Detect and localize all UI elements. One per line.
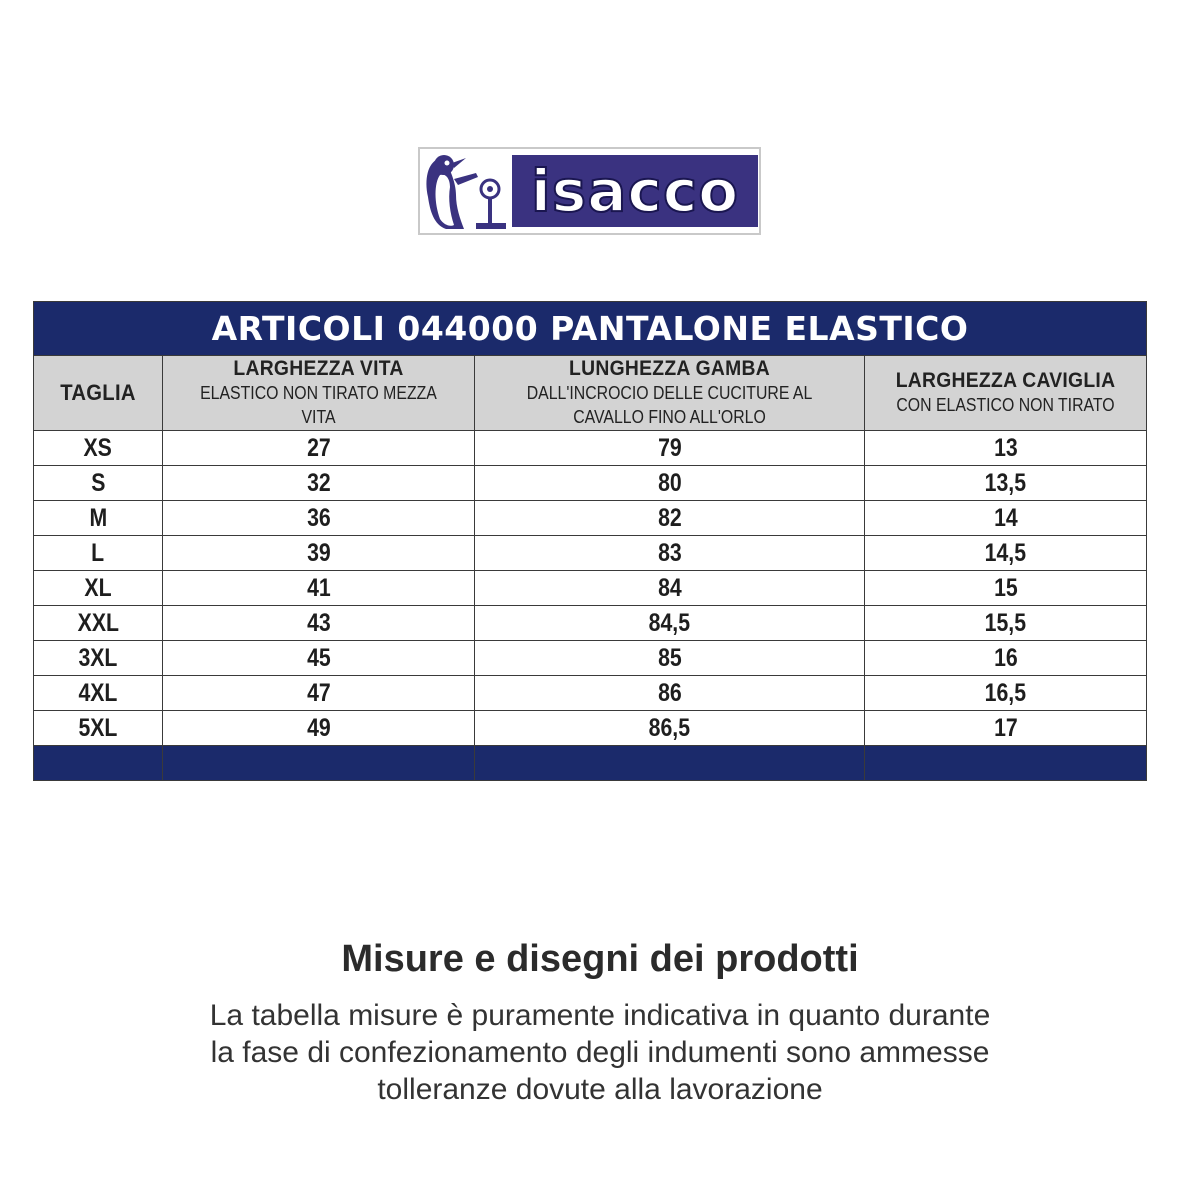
cell-value: M: [89, 503, 107, 532]
cell-larghezza-caviglia: [865, 606, 1147, 641]
cell-value: 16,5: [984, 678, 1027, 707]
footer-cell: [865, 746, 1147, 781]
penguin-barber-icon: [420, 149, 512, 233]
cell-larghezza-vita: [163, 676, 475, 711]
cell-larghezza-caviglia: [865, 641, 1147, 676]
cell-value: 32: [306, 468, 331, 497]
cell-taglia: [34, 641, 163, 676]
cell-value: 3XL: [78, 643, 118, 672]
footer-cell: [34, 746, 163, 781]
cell-larghezza-caviglia: [865, 431, 1147, 466]
header-larghezza-vita: [163, 356, 475, 431]
size-table: [33, 301, 1147, 781]
header-label: LUNGHEZZA GAMBA: [569, 357, 770, 380]
cell-value: 5XL: [78, 713, 118, 742]
cell-taglia: [34, 571, 163, 606]
cell-value: L: [91, 538, 105, 567]
caption-line: la fase di confezionamento degli indumenti sono ammesse: [210, 1036, 990, 1069]
header-larghezza-caviglia: [865, 356, 1147, 431]
cell-value: 15: [993, 573, 1018, 602]
cell-value: 84: [657, 573, 682, 602]
caption-title: Misure e disegni dei prodotti: [341, 938, 859, 980]
cell-larghezza-vita: [163, 606, 475, 641]
cell-value: 13,5: [984, 468, 1027, 497]
header-label: LARGHEZZA CAVIGLIA: [895, 369, 1116, 392]
footer-cell: [475, 746, 865, 781]
cell-value: 15,5: [984, 608, 1027, 637]
cell-value: 27: [306, 433, 331, 462]
cell-larghezza-vita: [163, 466, 475, 501]
cell-value: 39: [306, 538, 331, 567]
cell-value: 16: [993, 643, 1018, 672]
cell-taglia: [34, 711, 163, 746]
cell-value: 86,5: [648, 713, 691, 742]
cell-value: XS: [83, 433, 113, 462]
logo-band: [512, 155, 758, 227]
cell-lunghezza-gamba: [475, 676, 865, 711]
cell-lunghezza-gamba: [475, 431, 865, 466]
cell-larghezza-caviglia: [865, 501, 1147, 536]
table-title: ARTICOLI 044000 PANTALONE ELASTICO: [34, 302, 1147, 356]
cell-larghezza-vita: [163, 641, 475, 676]
cell-value: 79: [657, 433, 682, 462]
cell-lunghezza-gamba: [475, 466, 865, 501]
table-row: [34, 606, 1147, 641]
cell-taglia: [34, 466, 163, 501]
footer-cell: [163, 746, 475, 781]
cell-value: 47: [306, 678, 331, 707]
table-row: [34, 536, 1147, 571]
table-row: [34, 571, 1147, 606]
cell-value: XL: [84, 573, 112, 602]
cell-value: S: [90, 468, 106, 497]
header-label: LARGHEZZA VITA: [233, 357, 404, 380]
header-sublabel: ELASTICO NON TIRATO MEZZA VITA: [200, 383, 437, 427]
table-row: [34, 466, 1147, 501]
cell-value: 85: [657, 643, 682, 672]
cell-value: 14: [993, 503, 1018, 532]
cell-larghezza-vita: [163, 431, 475, 466]
cell-value: XXL: [77, 608, 119, 637]
table-row: [34, 501, 1147, 536]
table-row: [34, 676, 1147, 711]
cell-taglia: [34, 501, 163, 536]
cell-taglia: [34, 676, 163, 711]
cell-larghezza-caviglia: [865, 676, 1147, 711]
header-label: TAGLIA: [60, 380, 136, 405]
cell-value: 17: [993, 713, 1018, 742]
logo-wordmark: isacco: [530, 157, 740, 225]
cell-lunghezza-gamba: [475, 606, 865, 641]
cell-value: 13: [993, 433, 1018, 462]
table-row: [34, 711, 1147, 746]
cell-taglia: [34, 606, 163, 641]
header-taglia: [34, 356, 163, 431]
cell-value: 80: [657, 468, 682, 497]
cell-taglia: [34, 536, 163, 571]
caption-line: La tabella misure è puramente indicativa in quanto durante: [209, 999, 991, 1032]
table-row: [34, 641, 1147, 676]
table-body: [34, 431, 1147, 746]
cell-value: 41: [306, 573, 331, 602]
cell-value: 36: [306, 503, 331, 532]
cell-value: 43: [306, 608, 331, 637]
cell-value: 82: [657, 503, 682, 532]
cell-lunghezza-gamba: [475, 571, 865, 606]
brand-logo: [418, 147, 761, 235]
cell-value: 49: [306, 713, 331, 742]
cell-larghezza-vita: [163, 571, 475, 606]
cell-lunghezza-gamba: [475, 501, 865, 536]
table-header-row: [34, 356, 1147, 431]
cell-lunghezza-gamba: [475, 711, 865, 746]
table-footer-row: [34, 746, 1147, 781]
cell-larghezza-vita: [163, 536, 475, 571]
header-sublabel: CAVALLO FINO ALL'ORLO: [573, 407, 766, 427]
cell-larghezza-vita: [163, 501, 475, 536]
cell-lunghezza-gamba: [475, 641, 865, 676]
cell-value: 45: [306, 643, 331, 672]
cell-larghezza-caviglia: [865, 466, 1147, 501]
cell-value: 83: [657, 538, 682, 567]
header-sublabel: DALL'INCROCIO DELLE CUCITURE AL: [526, 383, 813, 403]
table-row: [34, 431, 1147, 466]
cell-larghezza-caviglia: [865, 536, 1147, 571]
cell-lunghezza-gamba: [475, 536, 865, 571]
cell-value: 4XL: [78, 678, 118, 707]
cell-value: 86: [657, 678, 682, 707]
cell-taglia: [34, 431, 163, 466]
table-title-row: [34, 302, 1147, 356]
cell-larghezza-caviglia: [865, 711, 1147, 746]
cell-larghezza-vita: [163, 711, 475, 746]
header-lunghezza-gamba: [475, 356, 865, 431]
cell-value: 84,5: [648, 608, 691, 637]
cell-value: 14,5: [984, 538, 1027, 567]
caption-text: [150, 997, 1050, 1108]
header-sublabel: CON ELASTICO NON TIRATO: [896, 395, 1115, 415]
cell-larghezza-caviglia: [865, 571, 1147, 606]
caption-line: tolleranze dovute alla lavorazione: [377, 1073, 823, 1106]
